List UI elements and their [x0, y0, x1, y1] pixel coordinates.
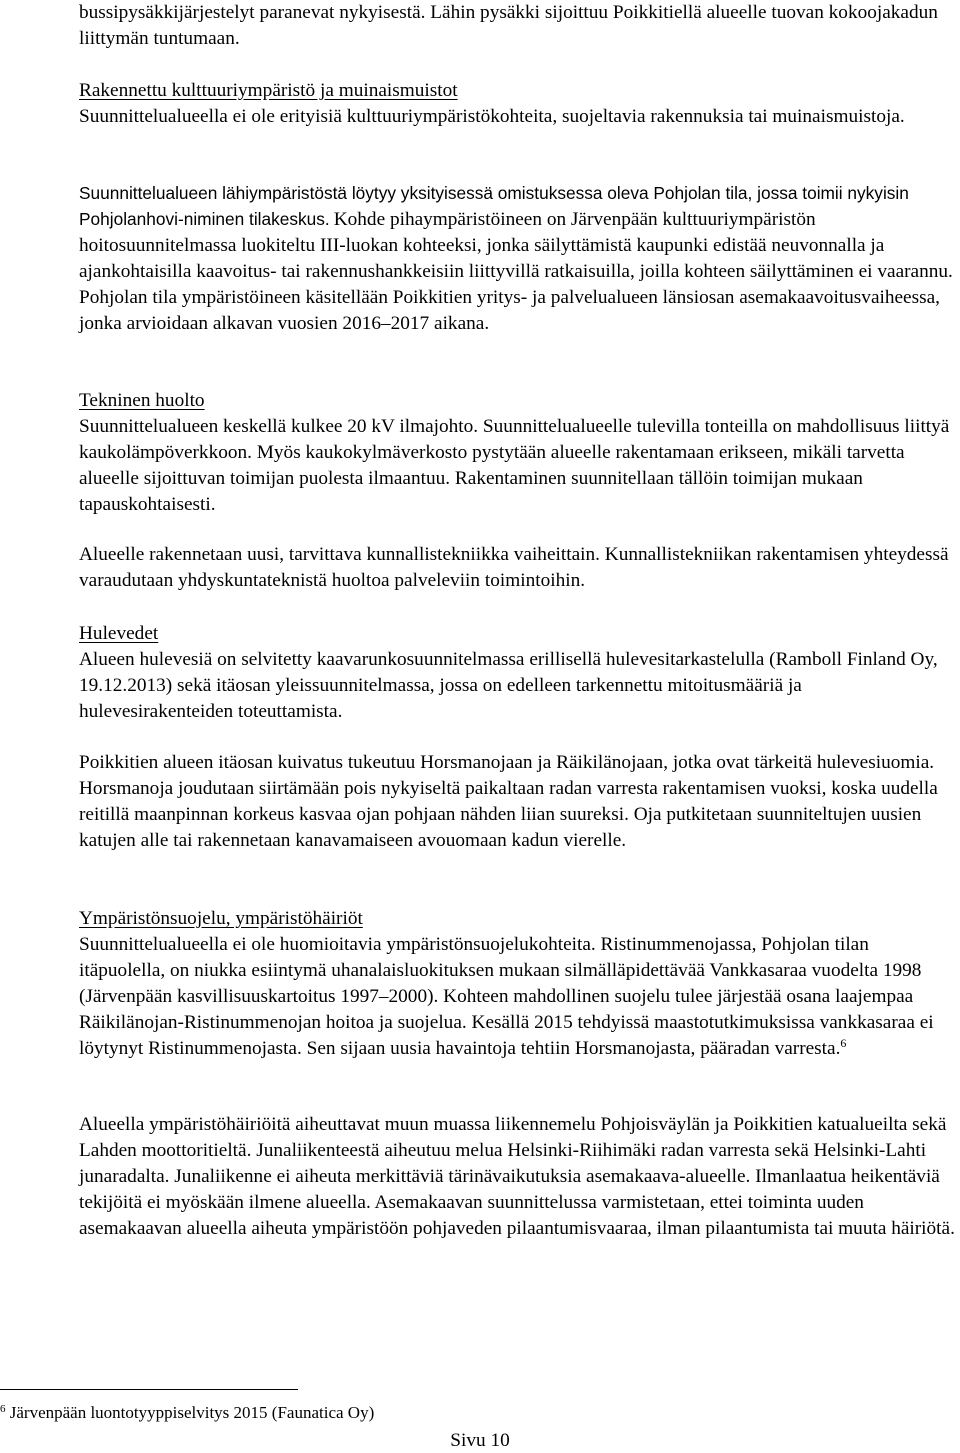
- culture-paragraph-2-serif: Pohjolan tila ympäristöineen käsitellään Poikkitien yritys- ja palvelualueen länsiosan asemakaavoitusvaiheessa, jonka arvioidaan alkavan vuosien 2016–2017 aikana.: [79, 287, 941, 334]
- footnote-divider: [0, 1389, 298, 1390]
- environment-heading: Ympäristönsuojelu, ympäristöhäiriöt: [79, 908, 363, 929]
- environment-paragraph-1: [79, 932, 959, 1062]
- environment-paragraph-1-text: Suunnittelualueella ei ole huomioitavia ympäristönsuojelukohteita. Ristinummenojassa, Pohjolan tilan itäpuolella, on niukka esiintymä uhanalaisluokituksen mukaan silmälläpidettävää Vankkasaraa vuodelta 1998 (Järvenpään kasvillisuuskartoitus 1997–2000). Kohteen mahdollinen suojelu tulee järjestää osana laajempaa Räikilänojan-Ristinummenojan hoitoa ja suojelua. Kesällä 2015 tehdyissä maastotutkimuksissa vankkasaraa ei löytynyt Ristinummenojasta. Sen sijaan uusia havaintoja tehtiin Horsmanojasta, pääradan varresta.: [79, 934, 934, 1059]
- culture-paragraph-2-sans-rest: Kohde pihaympäristöineen on Järvenpään kulttuuriympäristön hoitosuunnitelmassa luokiteltu III-luokan kohteeksi, jonka säilyttämistä kaupunki edistää neuvonnalla ja ajankohtaisilla kaavoitus- tai rakennushankkeisiin liittyvillä ratkaisuilla, joilla kohteen säilyttäminen ei vaarannu.: [79, 209, 953, 282]
- stormwater-paragraph-1: Alueen hulevesiä on selvitetty kaavarunkosuunnitelmassa erillisellä hulevesitarkastelulla (Ramboll Finland Oy, 19.12.2013) sekä itäosan yleissuunnitelmassa, jossa on edelleen tarkennettu mitoitusmääriä ja hulevesirakenteiden toteuttamista.: [79, 649, 938, 722]
- culture-section: [79, 78, 959, 130]
- culture-paragraph-2-sans: Suunnittelualueen lähiympäristöstä löytyy yksityisessä omistuksessa oleva Pohjolan tila, jossa toimii nykyisin Pohjolanhovi-niminen tilakeskus.: [79, 183, 909, 229]
- technical-section: [79, 388, 959, 518]
- environment-paragraph-2-sans: Junaliikenne ei aiheuta merkittäviä tärinävaikutuksia asemakaava-alueelle.: [174, 1166, 751, 1187]
- page-number: Sivu 10: [450, 1430, 510, 1451]
- footnote: [0, 1403, 374, 1423]
- culture-paragraph-1: Suunnittelualueella ei ole erityisiä kulttuuriympäristökohteita, suojeltavia rakennuksia tai muinaismuistoja.: [79, 106, 905, 127]
- environment-section: [79, 906, 959, 1062]
- stormwater-paragraph-2: Poikkitien alueen itäosan kuivatus tukeutuu Horsmanojaan ja Räikilänojaan, jotka ovat tärkeitä hulevesiuomia. Horsmanoja joudutaan siirtämään pois nykyiseltä paikaltaan radan varresta rakentamisen vuoksi, koska uudella reitillä maanpinnan korkeus kasvaa ojan pohjaan nähden liian suureksi. Oja putkitetaan suunniteltujen uusien katujen alle tai rakennetaan kanavamaiseen avouomaan kadun vierelle.: [79, 752, 938, 851]
- culture-heading: Rakennettu kulttuuriympäristö ja muinaismuistot: [79, 80, 458, 101]
- environment-paragraph-2: [79, 1112, 959, 1242]
- stormwater-heading: Hulevedet: [79, 623, 159, 644]
- intro-paragraph: bussipysäkkijärjestelyt paranevat nykyisestä. Lähin pysäkki sijoittuu Poikkitiellä alueelle tuovan kokoojakadun liittymän tuntumaan.: [79, 2, 938, 49]
- footnote-number: 6: [0, 1403, 6, 1415]
- technical-paragraph-2: Alueelle rakennetaan uusi, tarvittava kunnallistekniikka vaiheittain. Kunnallistekniikan rakentamisen yhteydessä varaudutaan yhdyskuntateknistä huoltoa palveleviin toimintoihin.: [79, 544, 949, 591]
- footnote-reference: 6: [840, 1036, 847, 1050]
- culture-paragraph-2: [79, 180, 959, 337]
- technical-paragraph-1: Suunnittelualueen keskellä kulkee 20 kV ilmajohto. Suunnittelualueelle tulevilla tonteilla on mahdollisuus liittyä kaukolämpöverkkoon. Myös kaukokylmäverkosto pystytään alueelle rakentamaan erikseen, mikäli tarvetta alueelle sijoittuvan toimijan puolesta ilmaantuu. Rakentaminen suunnitellaan tällöin toimijan mukaan tapauskohtaisesti.: [79, 416, 950, 515]
- environment-paragraph-2-serif: Alueella ympäristöhäiriöitä aiheuttavat muun muassa liikennemelu Pohjoisväylän ja Poikkitien katualueilta sekä Lahden moottoritieltä. Junaliikenteestä aiheutuu melua Helsinki-Riihimäki radan varresta sekä Helsinki-Lahti junaradalta.: [79, 1114, 947, 1187]
- stormwater-section: [79, 621, 959, 725]
- technical-heading: Tekninen huolto: [79, 390, 205, 411]
- environment-paragraph-2-rest: Ilmanlaatua heikentäviä tekijöitä ei myöskään ilmene alueella. Asemakaavan suunnittelussa varmistetaan, ettei toiminta uuden asemakaavan alueella aiheuta ympäristöön pohjaveden pilaantumisvaaraa, ilman pilaantumista tai muuta häiriötä.: [79, 1166, 955, 1239]
- footnote-text: Järvenpään luontotyyppiselvitys 2015 (Faunatica Oy): [9, 1403, 375, 1422]
